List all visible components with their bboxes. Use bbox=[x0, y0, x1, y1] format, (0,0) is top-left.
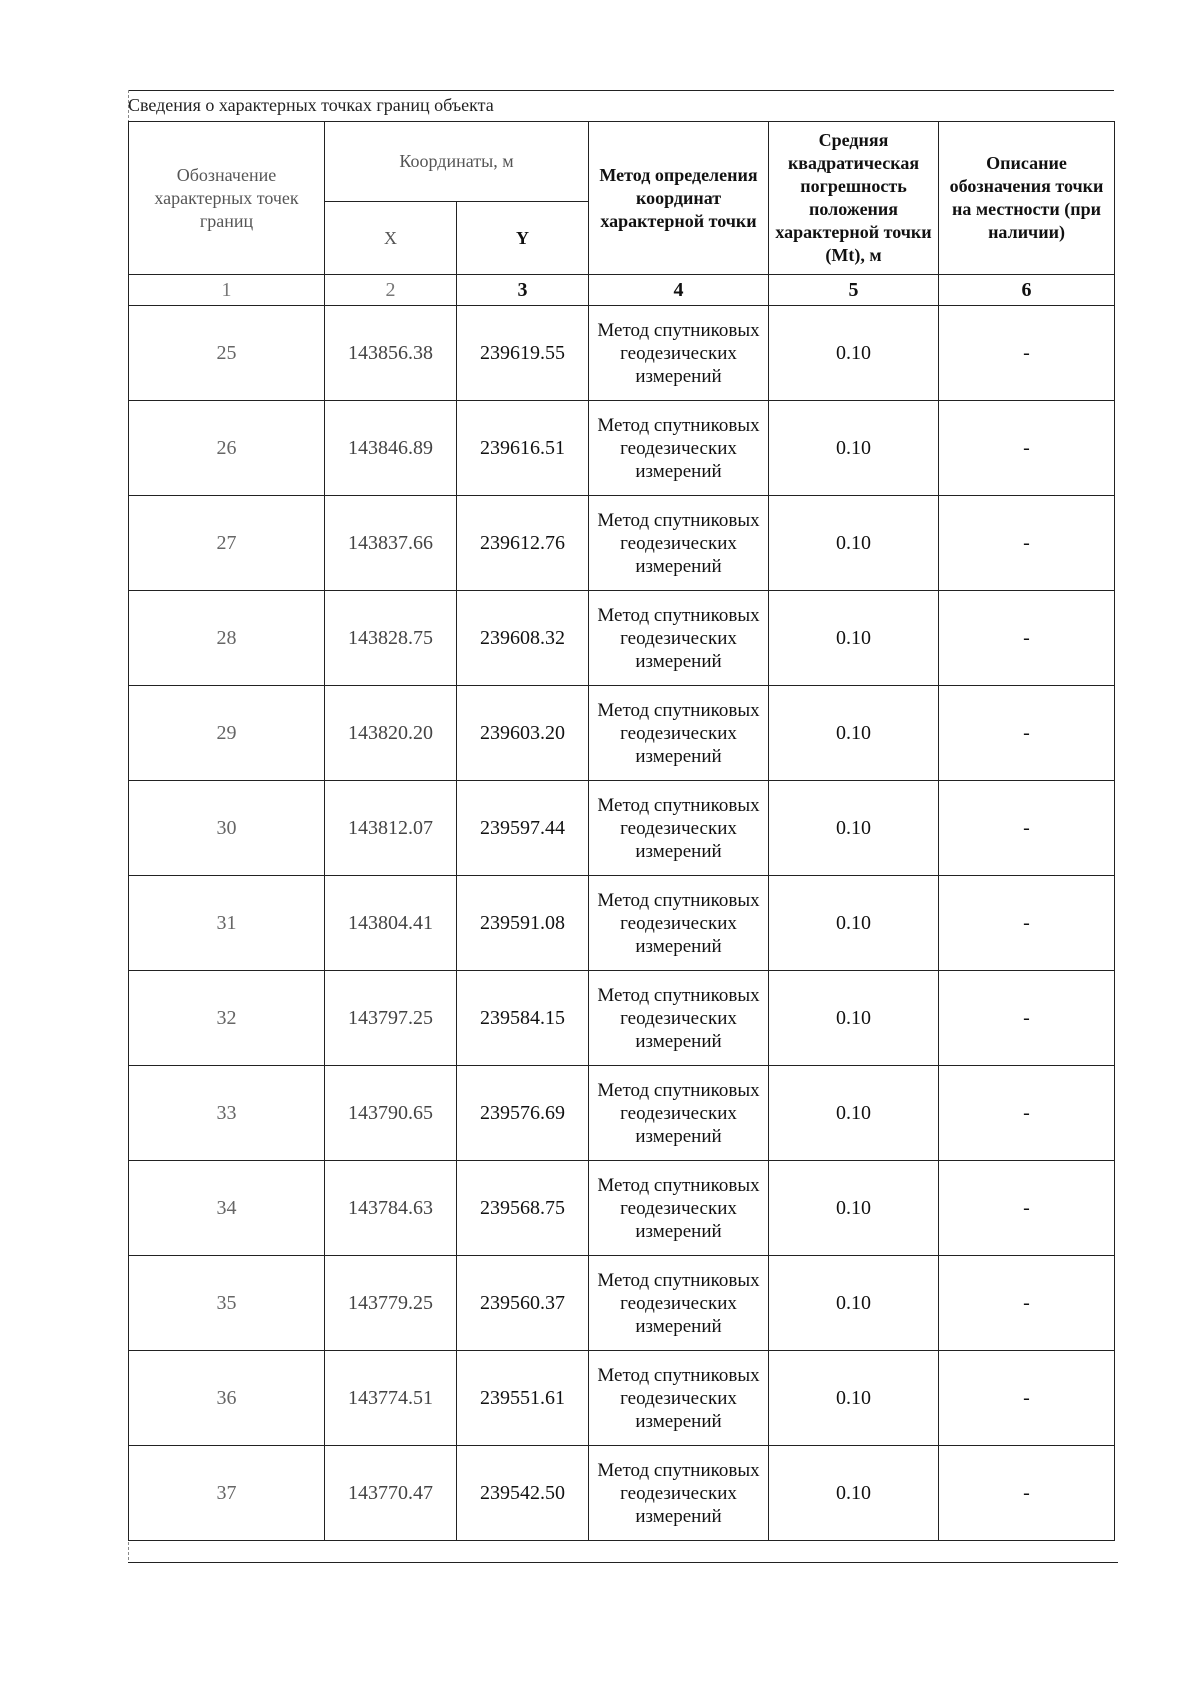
mean-error-cell: 0.10 bbox=[769, 1446, 939, 1541]
x-coordinate-cell: 143828.75 bbox=[325, 591, 457, 686]
table-row bbox=[129, 306, 1115, 401]
table-row bbox=[129, 591, 1115, 686]
method-cell: Метод спутниковых геодезических измерений bbox=[589, 1256, 769, 1351]
method-cell: Метод спутниковых геодезических измерений bbox=[589, 306, 769, 401]
description-cell: - bbox=[939, 1161, 1115, 1256]
mean-error-cell: 0.10 bbox=[769, 496, 939, 591]
column-number: 1 bbox=[129, 275, 325, 306]
description-cell: - bbox=[939, 591, 1115, 686]
mean-error-cell: 0.10 bbox=[769, 401, 939, 496]
description-cell: - bbox=[939, 971, 1115, 1066]
y-coordinate-cell: 239560.37 bbox=[457, 1256, 589, 1351]
y-coordinate-cell: 239576.69 bbox=[457, 1066, 589, 1161]
table-header bbox=[129, 122, 1115, 275]
table-row bbox=[129, 1066, 1115, 1161]
table-row bbox=[129, 1351, 1115, 1446]
x-coordinate-cell: 143779.25 bbox=[325, 1256, 457, 1351]
point-number-cell: 37 bbox=[129, 1446, 325, 1541]
method-cell: Метод спутниковых геодезических измерений bbox=[589, 876, 769, 971]
method-cell: Метод спутниковых геодезических измерений bbox=[589, 686, 769, 781]
point-number-cell: 32 bbox=[129, 971, 325, 1066]
description-cell: - bbox=[939, 686, 1115, 781]
table-row bbox=[129, 1161, 1115, 1256]
y-coordinate-cell: 239603.20 bbox=[457, 686, 589, 781]
x-coordinate-cell: 143770.47 bbox=[325, 1446, 457, 1541]
y-coordinate-cell: 239608.32 bbox=[457, 591, 589, 686]
method-cell: Метод спутниковых геодезических измерений bbox=[589, 1446, 769, 1541]
description-cell: - bbox=[939, 781, 1115, 876]
x-coordinate-cell: 143804.41 bbox=[325, 876, 457, 971]
mean-error-cell: 0.10 bbox=[769, 591, 939, 686]
y-coordinate-cell: 239616.51 bbox=[457, 401, 589, 496]
y-coordinate-cell: 239542.50 bbox=[457, 1446, 589, 1541]
description-cell: - bbox=[939, 1446, 1115, 1541]
method-cell: Метод спутниковых геодезических измерений bbox=[589, 1161, 769, 1256]
method-cell: Метод спутниковых геодезических измерений bbox=[589, 401, 769, 496]
point-number-cell: 29 bbox=[129, 686, 325, 781]
header-description: Описание обозначения точки на местности (при наличии) bbox=[939, 122, 1115, 275]
mean-error-cell: 0.10 bbox=[769, 1351, 939, 1446]
y-coordinate-cell: 239551.61 bbox=[457, 1351, 589, 1446]
frame-top-line bbox=[128, 90, 1114, 91]
table-row bbox=[129, 401, 1115, 496]
method-cell: Метод спутниковых геодезических измерений bbox=[589, 591, 769, 686]
description-cell: - bbox=[939, 1256, 1115, 1351]
point-number-cell: 36 bbox=[129, 1351, 325, 1446]
point-number-cell: 30 bbox=[129, 781, 325, 876]
point-number-cell: 35 bbox=[129, 1256, 325, 1351]
mean-error-cell: 0.10 bbox=[769, 781, 939, 876]
description-cell: - bbox=[939, 306, 1115, 401]
mean-error-cell: 0.10 bbox=[769, 306, 939, 401]
description-cell: - bbox=[939, 496, 1115, 591]
x-coordinate-cell: 143790.65 bbox=[325, 1066, 457, 1161]
description-cell: - bbox=[939, 1066, 1115, 1161]
header-method: Метод определения координат характерной точки bbox=[589, 122, 769, 275]
point-number-cell: 31 bbox=[129, 876, 325, 971]
column-number: 5 bbox=[769, 275, 939, 306]
mean-error-cell: 0.10 bbox=[769, 1066, 939, 1161]
point-number-cell: 28 bbox=[129, 591, 325, 686]
method-cell: Метод спутниковых геодезических измерений bbox=[589, 971, 769, 1066]
point-number-cell: 34 bbox=[129, 1161, 325, 1256]
y-coordinate-cell: 239591.08 bbox=[457, 876, 589, 971]
table-row bbox=[129, 971, 1115, 1066]
y-coordinate-cell: 239612.76 bbox=[457, 496, 589, 591]
header-y: Y bbox=[457, 202, 589, 275]
header-x: X bbox=[325, 202, 457, 275]
column-number: 3 bbox=[457, 275, 589, 306]
column-number: 2 bbox=[325, 275, 457, 306]
x-coordinate-cell: 143797.25 bbox=[325, 971, 457, 1066]
table-row bbox=[129, 1446, 1115, 1541]
mean-error-cell: 0.10 bbox=[769, 1161, 939, 1256]
y-coordinate-cell: 239584.15 bbox=[457, 971, 589, 1066]
header-point-designation: Обозначение характерных точек границ bbox=[129, 122, 325, 275]
table-row bbox=[129, 686, 1115, 781]
boundary-points-table bbox=[128, 121, 1115, 1541]
column-numbers-row bbox=[129, 275, 1115, 306]
x-coordinate-cell: 143812.07 bbox=[325, 781, 457, 876]
y-coordinate-cell: 239619.55 bbox=[457, 306, 589, 401]
mean-error-cell: 0.10 bbox=[769, 971, 939, 1066]
table-row bbox=[129, 1256, 1115, 1351]
header-mean-error: Средняя квадратическая погрешность положения характерной точки (Mt), м bbox=[769, 122, 939, 275]
frame-bottom-line bbox=[128, 1562, 1118, 1563]
x-coordinate-cell: 143856.38 bbox=[325, 306, 457, 401]
header-coordinates: Координаты, м bbox=[325, 122, 589, 202]
column-number: 6 bbox=[939, 275, 1115, 306]
table-body bbox=[129, 275, 1115, 1541]
mean-error-cell: 0.10 bbox=[769, 1256, 939, 1351]
method-cell: Метод спутниковых геодезических измерений bbox=[589, 1066, 769, 1161]
method-cell: Метод спутниковых геодезических измерений bbox=[589, 496, 769, 591]
x-coordinate-cell: 143846.89 bbox=[325, 401, 457, 496]
point-number-cell: 26 bbox=[129, 401, 325, 496]
table-row bbox=[129, 876, 1115, 971]
y-coordinate-cell: 239568.75 bbox=[457, 1161, 589, 1256]
column-number: 4 bbox=[589, 275, 769, 306]
table-row bbox=[129, 496, 1115, 591]
description-cell: - bbox=[939, 1351, 1115, 1446]
method-cell: Метод спутниковых геодезических измерений bbox=[589, 1351, 769, 1446]
mean-error-cell: 0.10 bbox=[769, 876, 939, 971]
point-number-cell: 27 bbox=[129, 496, 325, 591]
x-coordinate-cell: 143774.51 bbox=[325, 1351, 457, 1446]
table-row bbox=[129, 781, 1115, 876]
x-coordinate-cell: 143837.66 bbox=[325, 496, 457, 591]
x-coordinate-cell: 143784.63 bbox=[325, 1161, 457, 1256]
x-coordinate-cell: 143820.20 bbox=[325, 686, 457, 781]
method-cell: Метод спутниковых геодезических измерений bbox=[589, 781, 769, 876]
y-coordinate-cell: 239597.44 bbox=[457, 781, 589, 876]
point-number-cell: 33 bbox=[129, 1066, 325, 1161]
mean-error-cell: 0.10 bbox=[769, 686, 939, 781]
description-cell: - bbox=[939, 401, 1115, 496]
description-cell: - bbox=[939, 876, 1115, 971]
table-caption: Сведения о характерных точках границ объекта bbox=[128, 95, 494, 115]
point-number-cell: 25 bbox=[129, 306, 325, 401]
